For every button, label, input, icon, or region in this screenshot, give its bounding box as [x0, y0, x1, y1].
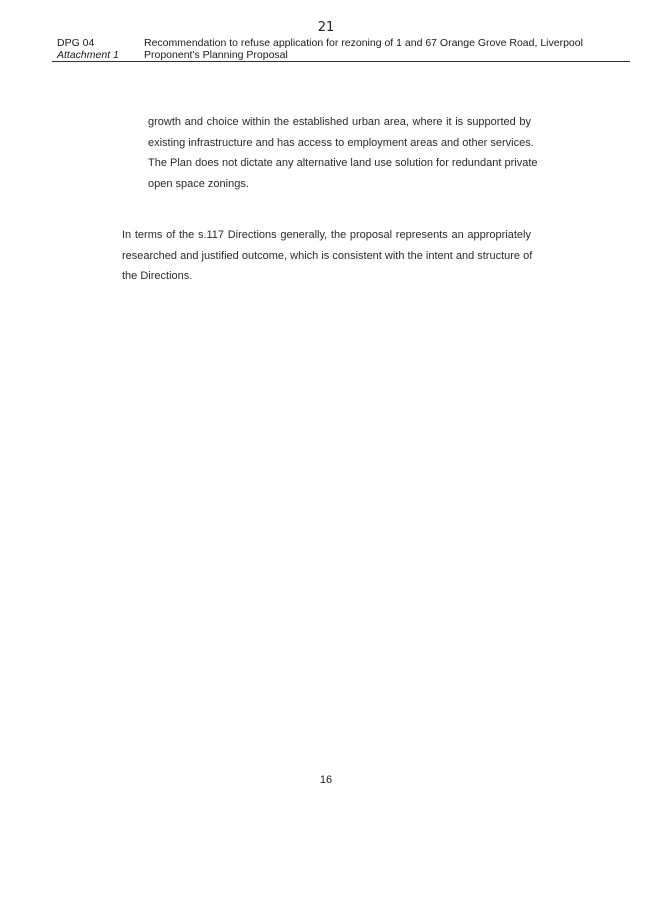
top-page-marker: 21 [317, 20, 335, 35]
paragraph-line: existing infrastructure and has access to employment areas and other services. [148, 136, 534, 149]
paragraph-line: the Directions. [122, 270, 193, 282]
paragraph-line: growth and choice within the established urban area, where it is supported by [148, 116, 531, 128]
header-reference [57, 37, 142, 61]
footer-page-number: 16 [319, 774, 333, 786]
header-title [144, 37, 629, 61]
paragraph-line: In terms of the s.117 Directions generally, the proposal represents an appropriately [122, 229, 531, 241]
header-title-line-1: Recommendation to refuse application for rezoning of 1 and 67 Orange Grove Road, Liverpool [144, 37, 583, 49]
page-header [57, 37, 629, 61]
paragraph-line: researched and justified outcome, which is consistent with the intent and structure of [122, 249, 533, 262]
body-paragraph-continued [148, 112, 538, 194]
paragraph-line: open space zonings. [148, 177, 249, 190]
header-divider [52, 61, 630, 62]
body-paragraph-s117 [122, 225, 531, 287]
paragraph-line: The Plan does not dictate any alternative land use solution for redundant private [148, 157, 538, 169]
header-title-line-2: Proponent's Planning Proposal [144, 49, 288, 61]
header-code: DPG 04 [57, 37, 95, 49]
header-attachment: Attachment 1 [57, 49, 119, 61]
